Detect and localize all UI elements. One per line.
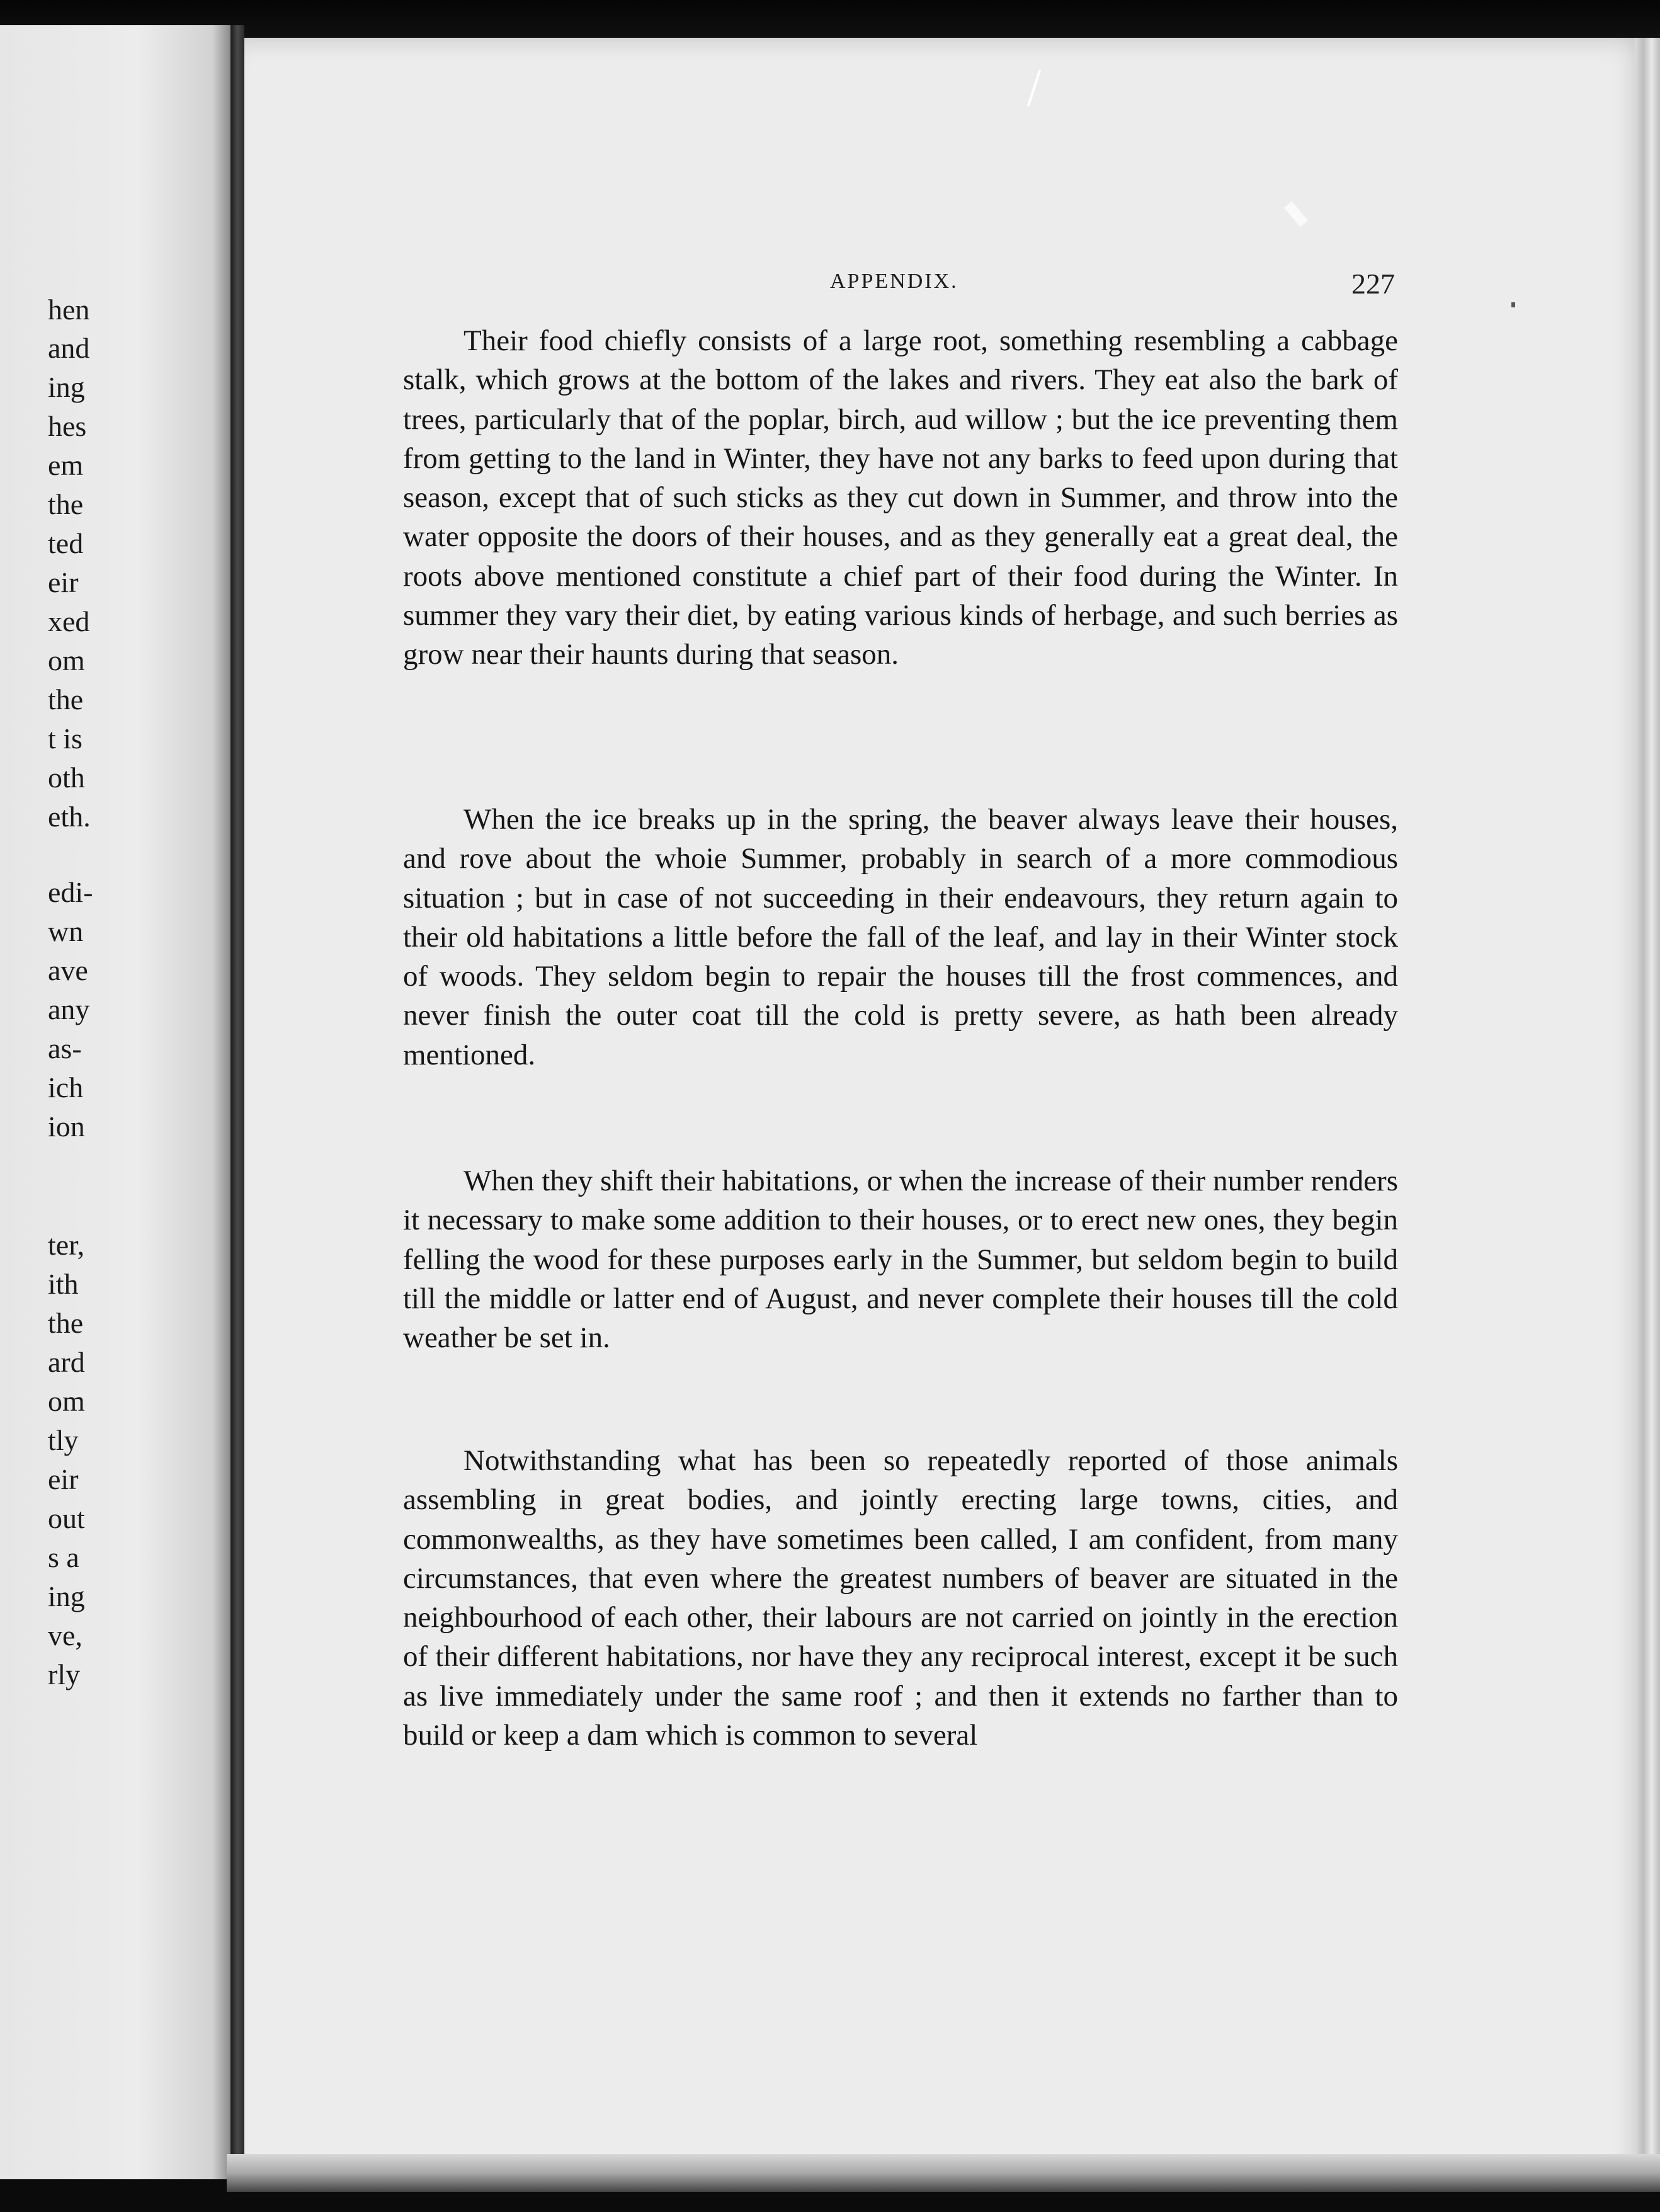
paragraph-4: Notwithstanding what has been so repeatedly reported of those animals assembling in great bodies, and jointly erecting large towns, cities, and commonwealths, as they have sometimes been called, I am confident, from many circumstances, that even where the greatest numbers of beaver are situated in the neighbourhood of each other, their labours are not carried on jointly in the erection of their different habitations, nor have they any reciprocal interest, except it be such as live immediately under the same roof ; and then it extends no farther than to build or keep a dam which is common to several — [403, 1444, 1398, 1752]
page-edge — [1635, 38, 1660, 2179]
book-gutter — [230, 25, 244, 2192]
left-page-line-fragment: eir — [48, 1463, 79, 1495]
left-page-line-fragment: tly — [48, 1424, 79, 1456]
left-page-line-fragment: out — [48, 1502, 85, 1534]
left-page-line-fragment: em — [48, 449, 84, 481]
left-page-line-fragment: ing — [48, 371, 85, 403]
left-page-line-fragment: s a — [48, 1541, 79, 1573]
left-page-line-fragment: t is — [48, 722, 82, 755]
left-page-line-fragment: om — [48, 644, 85, 676]
left-page-line-fragment: ing — [48, 1580, 85, 1612]
left-page-line-fragment: oth — [48, 761, 85, 794]
left-page-line-fragment: the — [48, 683, 84, 715]
paragraph-1: Their food chiefly consists of a large root, something resembling a cabbage stalk, which grows at the bottom of the lakes and rivers. They eat also the bark of trees, particularly that of the poplar, birch, aud willow ; but the ice preventing them from getting to the land in Winter, they have not any barks to feed upon during that season, except that of such sticks as they cut down in Summer, and throw into the water opposite the doors of their houses, and as they generally eat a great deal, the roots above mentioned constitute a chief part of their food during the Winter. In summer they vary their diet, by eating various kinds of herbage, and such berries as grow near their haunts during that season. — [403, 324, 1398, 671]
left-page-line-fragment: ter, — [48, 1229, 85, 1261]
left-page-line-fragment: ion — [48, 1110, 85, 1143]
left-page-line-fragment: as- — [48, 1032, 82, 1064]
bottom-page-edge — [227, 2154, 1660, 2192]
left-page-line-fragment: ave — [48, 954, 88, 986]
left-page-line-fragment: and — [48, 332, 90, 364]
left-page-line-fragment: the — [48, 488, 84, 520]
left-page-line-fragment: ted — [48, 527, 84, 559]
left-page-line-fragment: om — [48, 1385, 85, 1417]
left-page-line-fragment: ve, — [48, 1619, 82, 1651]
paragraph-2: When the ice breaks up in the spring, the beaver always leave their houses, and rove about the whoie Summer, probably in search of a more commodious situation ; but in case of not succeeding in their endeavours, they return again to their old habitations a little before the fall of the leaf, and lay in their Winter stock of woods. They seldom begin to repair the houses till the frost commences, and never finish the outer coat till the cold is pretty severe, as hath been already mentioned. — [403, 803, 1398, 1071]
left-page-line-fragment: ard — [48, 1346, 85, 1378]
running-head: APPENDIX. — [830, 270, 958, 293]
left-page-line-fragment: eir — [48, 566, 79, 598]
scan-speck — [1511, 302, 1515, 307]
left-page-line-fragment: hen — [48, 294, 90, 326]
page-number: 227 — [1351, 268, 1395, 300]
left-page-line-fragment: rly — [48, 1658, 81, 1690]
left-page-line-fragment: eth. — [48, 801, 91, 833]
left-page — [0, 25, 230, 2179]
left-page-line-fragment: ith — [48, 1268, 79, 1300]
paragraph-3: When they shift their habitations, or when the increase of their number renders it necessary to make some addition to their houses, or to erect new ones, they begin felling the wood for these purposes early in the Summer, but seldom begin to build till the middle or latter end of August, and never complete their houses till the cold weather be set in. — [403, 1165, 1398, 1355]
left-page-line-fragment: wn — [48, 915, 84, 947]
left-page-line-fragment: xed — [48, 605, 90, 637]
left-page-line-fragment: ich — [48, 1071, 84, 1103]
left-page-line-fragment: any — [48, 993, 90, 1025]
left-page-line-fragment: the — [48, 1307, 84, 1339]
left-page-line-fragment: edi- — [48, 876, 93, 908]
left-page-line-fragment: hes — [48, 410, 87, 442]
